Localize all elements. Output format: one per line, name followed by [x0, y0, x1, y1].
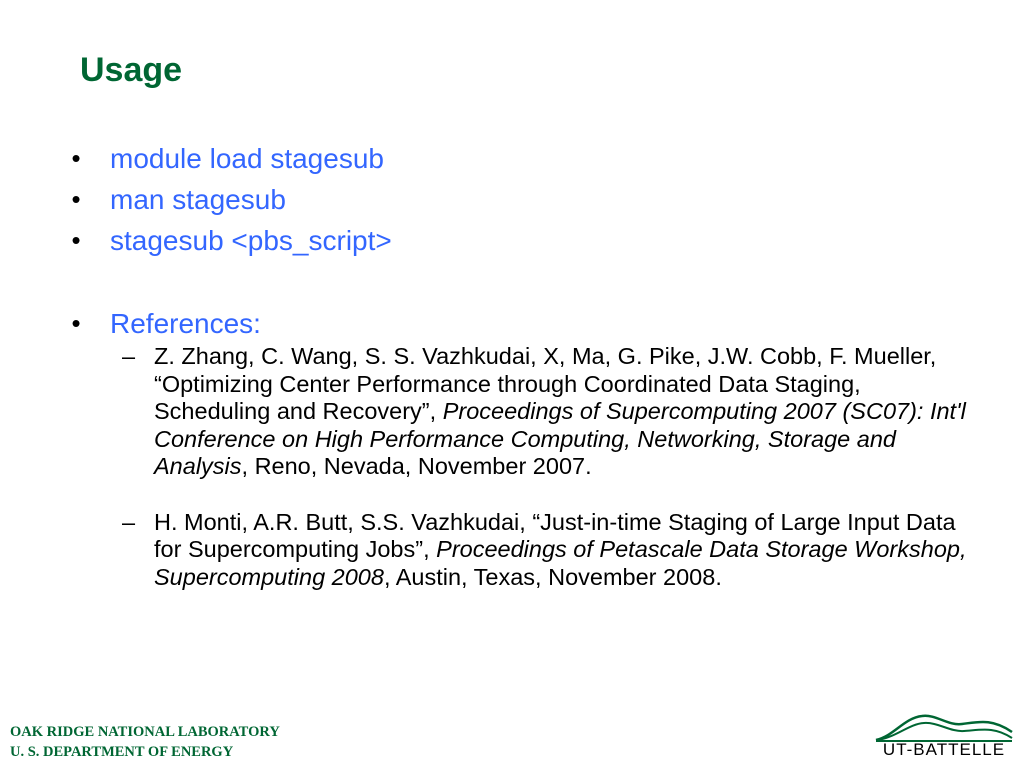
footer-line-doe: U. S. DEPARTMENT OF ENERGY [10, 744, 234, 760]
reference-item [122, 343, 982, 481]
reference-text [154, 509, 967, 590]
reference-item [122, 509, 982, 592]
bullet-item [70, 138, 990, 179]
footer-line-lab: OAK RIDGE NATIONAL LABORATORY [10, 724, 280, 740]
footer-organization [10, 722, 280, 762]
spacer [70, 261, 990, 303]
dash-icon: – [122, 343, 136, 369]
bullet-item [70, 220, 990, 261]
reference-location-date: , Austin, Texas, November 2008. [383, 563, 722, 590]
slide-title: Usage [80, 51, 183, 89]
bullet-item-references [70, 303, 990, 344]
bullet-text: module load stagesub [110, 143, 384, 174]
bullet-text: man stagesub [110, 184, 286, 215]
bullet-dot-icon: • [71, 225, 81, 255]
reference-venue: Proceedings of Supercomputing 2007 (SC07): Int'l Conference on High Performance Computing, Networking, Storage and Analysis [154, 398, 966, 479]
reference-authors-title: Z. Zhang, C. Wang, S. S. Vazhkudai, X, Ma, G. Pike, J.W. Cobb, F. Mueller, “Optimizing Center Performance through Coordinated Data Staging, Scheduling and Recovery”, [154, 343, 937, 424]
logo-text: UT-BATTELLE [882, 740, 1006, 759]
reference-location-date: , Reno, Nevada, November 2007. [241, 453, 592, 479]
reference-authors-title: H. Monti, A.R. Butt, S.S. Vazhkudai, “Just-in-time Staging of Large Input Data for Supercomputing Jobs”, [154, 508, 956, 562]
references-heading: References: [110, 308, 261, 339]
bullet-dot-icon: • [71, 143, 81, 173]
bullet-dot-icon: • [71, 184, 81, 214]
bullet-item [70, 179, 990, 220]
bullet-list [70, 138, 990, 344]
reference-venue: Proceedings of Petascale Data Storage Workshop, Supercomputing 2008 [154, 536, 967, 590]
dash-icon: – [122, 508, 136, 535]
ut-battelle-logo [874, 712, 1014, 760]
reference-text [154, 343, 966, 479]
mountain-logo-icon [874, 712, 1014, 742]
reference-list [122, 343, 982, 591]
bullet-text: stagesub <pbs_script> [110, 225, 392, 256]
bullet-dot-icon: • [71, 308, 81, 338]
